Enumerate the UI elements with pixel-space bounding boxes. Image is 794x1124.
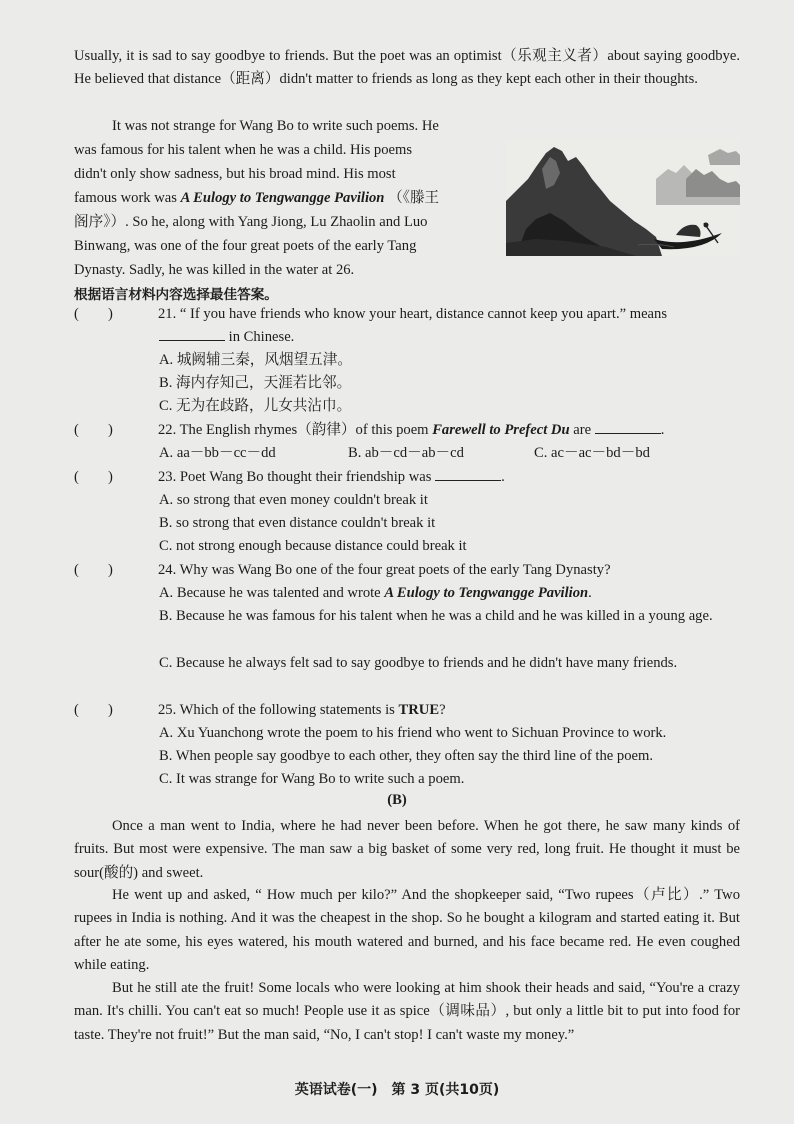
question-24-option-a-end: . — [588, 585, 592, 601]
ink-landscape-painting — [506, 139, 740, 256]
question-25-option-b: B. When people say goodbye to each other, they often say the third line of the poem. — [159, 748, 653, 764]
question-24-number: 24. — [158, 562, 177, 578]
question-21-stem-end: in Chinese. — [228, 329, 295, 345]
question-21-stem-line-2 — [159, 326, 740, 349]
answer-paren-21-text: ( ) — [74, 306, 113, 322]
question-25-option-c: C. It was strange for Wang Bo to write such a poem. — [159, 771, 465, 787]
farewell-title: Farewell to Prefect Du — [432, 422, 570, 438]
question-24-option-a-text: A. Because he was talented and wrote — [159, 585, 381, 601]
question-25-stem: Which of the following statements is — [179, 702, 395, 718]
question-23-option-b: B. so strong that even distance couldn't break it — [159, 515, 436, 531]
question-21-option-b: B. 海内存知己，天涯若比邻。 — [159, 375, 352, 391]
answer-paren-22-text: ( ) — [74, 422, 113, 438]
question-21-blank[interactable] — [159, 328, 225, 341]
passage-a-paragraph-2-line-1: It was not strange for Wang Bo to write such poems. He — [112, 118, 439, 134]
question-23-option-a: A. so strong that even money couldn't break it — [159, 492, 428, 508]
section-b-paragraph-1: Once a man went to India, where he had never been before. When he got there, he saw many kinds of fruits. But most were expensive. The man saw a big basket of some very red, long fruit. He thought it must be sour(酸的) and sweet. — [74, 818, 740, 881]
question-23: ( ) 23. Poet Wang Bo thought their friendship was . — [74, 466, 740, 489]
question-22-blank[interactable] — [595, 421, 661, 434]
passage-a-paragraph-2-line-5: 阁序》）. So he, along with Yang Jiong, Lu Zhaolin and Luo — [74, 214, 428, 230]
page-footer: 英语试卷(一) 第 3 页(共10页) — [294, 1082, 500, 1098]
answer-paren-21[interactable] — [74, 303, 158, 326]
question-22-option-b: B. ab－cd－ab－cd — [348, 445, 464, 461]
question-24-option-c: C. Because he always felt sad to say goodbye to friends and he didn't have many friends. — [159, 655, 678, 671]
question-23-stem: Poet Wang Bo thought their friendship was — [179, 469, 432, 485]
question-21-number: 21. — [158, 306, 177, 322]
instruction-heading: 根据语言材料内容选择最佳答案。 — [74, 287, 278, 303]
question-22: ( ) 22. The English rhymes（韵律）of this poem Farewell to Prefect Du are . — [74, 419, 740, 442]
section-b-paragraph-2: He went up and asked, “ How much per kilo?” And the shopkeeper said, “Two rupees（卢比）.” Two rupees in India is nothing. And it was the cheapest in the shop. So he bought a kilogram and started eating it. But after he ate some, his eyes watered, his mouth watered and burned, and his face became red. He even coughed while eating. — [74, 887, 740, 974]
answer-paren-24-text: ( ) — [74, 562, 113, 578]
passage-a-paragraph-1: Usually, it is sad to say goodbye to friends. But the poet was an optimist（乐观主义者）about saying goodbye. He believed that distance（距离）didn't matter to friends as long as they kept each other in their thoughts. — [74, 48, 740, 88]
answer-paren-24[interactable] — [74, 559, 158, 582]
question-25 — [74, 699, 740, 722]
question-25-option-a: A. Xu Yuanchong wrote the poem to his friend who went to Sichuan Province to work. — [159, 725, 667, 741]
question-23-option-c: C. not strong enough because distance could break it — [159, 538, 467, 554]
passage-a-paragraph-2-line-3: didn't only show sadness, but his broad mind. His most — [74, 166, 396, 182]
question-24-stem: Why was Wang Bo one of the four great poets of the early Tang Dynasty? — [179, 562, 611, 578]
question-23-blank[interactable] — [435, 468, 501, 481]
answer-paren-22[interactable] — [74, 419, 158, 442]
answer-paren-25-text: ( ) — [74, 702, 113, 718]
question-22-stem-end: are — [573, 422, 592, 438]
question-24 — [74, 559, 740, 582]
passage-a-paragraph-2-line-7: Dynasty. Sadly, he was killed in the water at 26. — [74, 262, 355, 278]
question-23-number: 23. — [158, 469, 177, 485]
passage-a-paragraph-2-line-4 — [74, 186, 494, 210]
question-25-stem-end: ? — [439, 702, 446, 718]
question-21-stem: “ If you have friends who know your heart, distance cannot keep you apart.” means — [179, 306, 668, 322]
question-24-option-a-title: A Eulogy to Tengwangge Pavilion — [384, 585, 589, 601]
question-21-option-c: C. 无为在歧路，儿女共沾巾。 — [159, 398, 352, 414]
answer-paren-23-text: ( ) — [74, 469, 113, 485]
question-22-option-c: C. ac－ac－bd－bd — [534, 445, 650, 461]
eulogy-title: A Eulogy to Tengwangge Pavilion — [180, 190, 385, 206]
passage-a-paragraph-2-line-6: Binwang, was one of the four great poets of the early Tang — [74, 238, 417, 254]
question-24-option-a — [159, 582, 740, 605]
question-21-option-a: A. 城阙辅三秦，风烟望五津。 — [159, 352, 352, 368]
answer-paren-25[interactable] — [74, 699, 158, 722]
question-22-number: 22. — [158, 422, 177, 438]
question-25-stem-true: TRUE — [398, 702, 440, 718]
question-22-stem: The English rhymes（韵律）of this poem — [179, 422, 429, 438]
question-24-option-b: B. Because he was famous for his talent when he was a child and he was killed in a young age. — [159, 608, 713, 624]
section-b-heading: (B) — [387, 792, 407, 808]
question-22-option-a: A. aa－bb－cc－dd — [159, 445, 276, 461]
passage-a-paragraph-2-line-2: was famous for his talent when he was a child. His poems — [74, 142, 413, 158]
eulogy-chinese-title: （《滕王 — [388, 190, 440, 206]
question-25-number: 25. — [158, 702, 177, 718]
answer-paren-23[interactable] — [74, 466, 158, 489]
famous-work-lead: famous work was — [74, 190, 177, 206]
question-22-options — [159, 442, 650, 465]
section-b-paragraph-3: But he still ate the fruit! Some locals who were looking at him shook their heads and said, “You're a crazy man. It's chilli. You can't eat so much! People use it as spice（调味品）, but only a little bit to put into food for taste. They're not fruit!” But the man said, “No, I can't stop! I can't waste my money.” — [74, 980, 740, 1043]
question-21 — [74, 303, 740, 326]
